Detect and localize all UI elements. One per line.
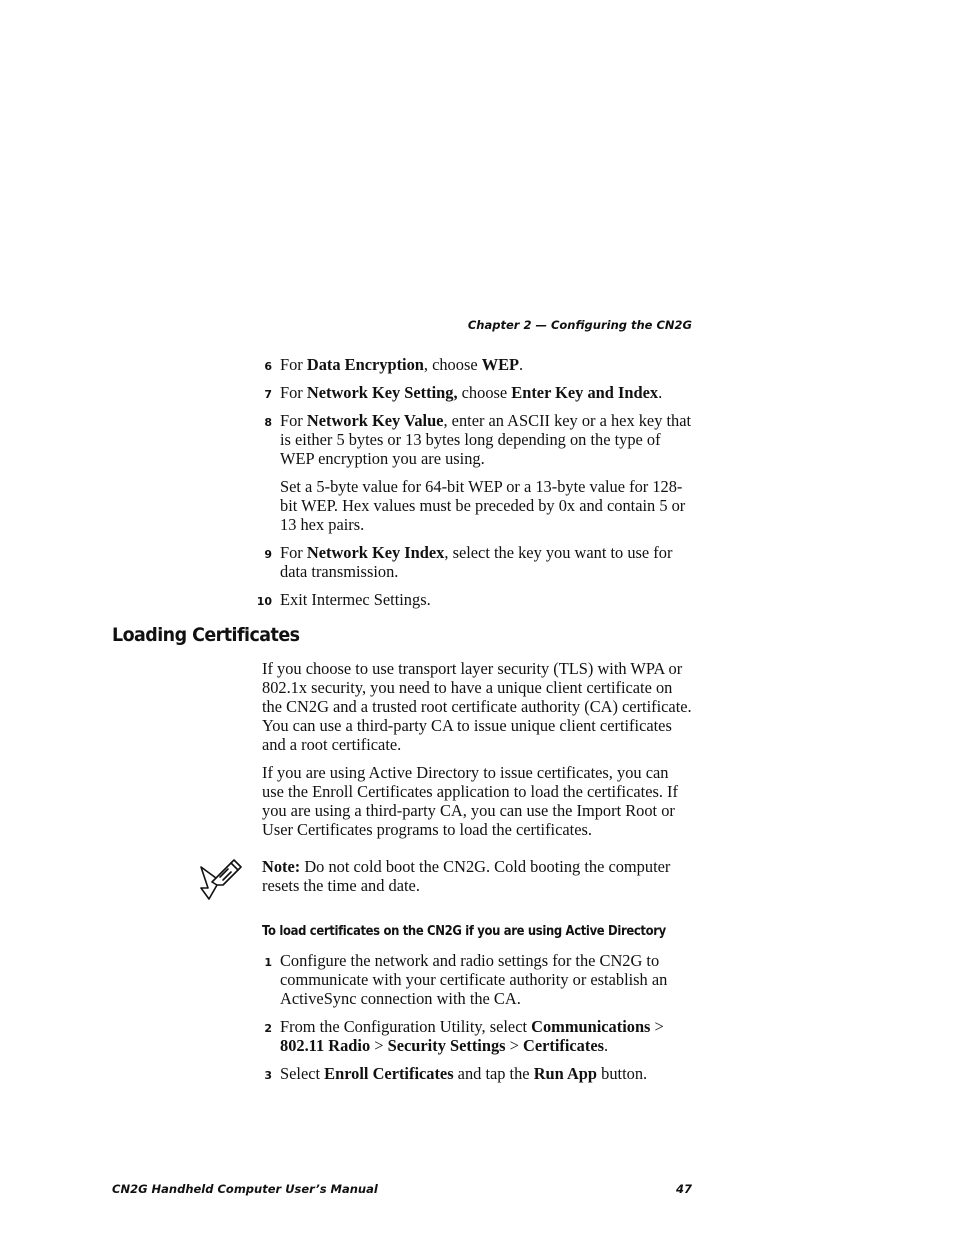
step-number: 1	[264, 956, 272, 969]
procedure-heading: To load certificates on the CN2G if you are using Active Directory	[262, 923, 666, 939]
step-text: From the Configuration Utility, select	[280, 1017, 532, 1036]
step-text: .	[604, 1036, 609, 1055]
ui-term: Certificates	[523, 1036, 604, 1055]
ui-term: Network Key Index	[306, 543, 445, 562]
procedure-step-2	[264, 1017, 692, 1055]
step-number: 7	[264, 388, 272, 401]
step-text: button.	[597, 1064, 648, 1083]
step-6	[264, 355, 692, 374]
step-text: For	[280, 383, 307, 402]
step-number: 6	[264, 360, 272, 373]
step-text: , enter an ASCII key or a hex key that is either 5 bytes or 13 bytes long depending on the type of WEP encryption you are using.	[280, 411, 692, 468]
ui-term: Security Settings	[387, 1036, 506, 1055]
step-text: choose	[457, 383, 512, 402]
procedure-step-1	[264, 951, 692, 1008]
step-number: 10	[256, 595, 272, 608]
separator: >	[505, 1036, 523, 1055]
ui-term: Enroll Certificates	[324, 1064, 454, 1083]
step-number: 3	[264, 1069, 272, 1082]
step-text: , choose	[423, 355, 482, 374]
section-heading: Loading Certificates	[112, 624, 300, 646]
ui-term: WEP	[481, 355, 520, 374]
step-number: 2	[264, 1022, 272, 1035]
step-text: For	[280, 543, 307, 562]
procedure-step-3	[264, 1064, 692, 1083]
step-text: , select the key you want to use for data transmission.	[280, 543, 673, 581]
step-text: For	[280, 355, 307, 374]
step-text: Select	[280, 1064, 325, 1083]
step-text: For	[280, 411, 307, 430]
step-10	[256, 590, 692, 609]
step-7	[264, 383, 692, 402]
ui-term: Communications	[531, 1017, 651, 1036]
step-number: 9	[264, 548, 272, 561]
section-paragraph-2: If you are using Active Directory to issue certificates, you can use the Enroll Certificates application to load the certificates. If you are using a third-party CA, you can use the Import Root or User Certificates programs to load the certificates.	[262, 763, 678, 839]
step-text: Exit Intermec Settings.	[280, 590, 431, 609]
running-header: Chapter 2 — Configuring the CN2G	[467, 318, 692, 332]
step-text: .	[519, 355, 524, 374]
step-number: 8	[264, 416, 272, 429]
ui-term: Network Key Setting,	[306, 383, 458, 402]
step-text: .	[658, 383, 663, 402]
step-text: and tap the	[453, 1064, 534, 1083]
step-8-detail: Set a 5-byte value for 64-bit WEP or a 13-byte value for 128-bit WEP. Hex values must be preceded by 0x and contain 5 or 13 hex pairs.	[280, 477, 686, 534]
note-pencil-icon	[198, 857, 244, 903]
ui-term: Enter Key and Index	[511, 383, 659, 402]
step-8	[264, 411, 692, 468]
note-text	[262, 857, 692, 895]
note-label: Note:	[262, 857, 301, 876]
ui-term: Data Encryption	[306, 355, 424, 374]
step-9	[264, 543, 692, 581]
note-body: Do not cold boot the CN2G. Cold booting the computer resets the time and date.	[262, 857, 671, 895]
ui-term: Network Key Value	[306, 411, 444, 430]
step-text: Configure the network and radio settings for the CN2G to communicate with your certificate authority or establish an ActiveSync connection with the CA.	[280, 951, 668, 1008]
ui-term: Run App	[533, 1064, 598, 1083]
ui-term: 802.11 Radio	[280, 1036, 371, 1055]
separator: >	[650, 1017, 664, 1036]
page-number: 47	[675, 1182, 692, 1196]
separator: >	[370, 1036, 388, 1055]
section-paragraph-1: If you choose to use transport layer security (TLS) with WPA or 802.1x security, you need to have a unique client certificate on the CN2G and a trusted root certificate authority (CA) certificate. You can use a third-party CA to issue unique client certificates and a root certificate.	[262, 659, 692, 754]
footer-title: CN2G Handheld Computer User’s Manual	[112, 1182, 378, 1196]
